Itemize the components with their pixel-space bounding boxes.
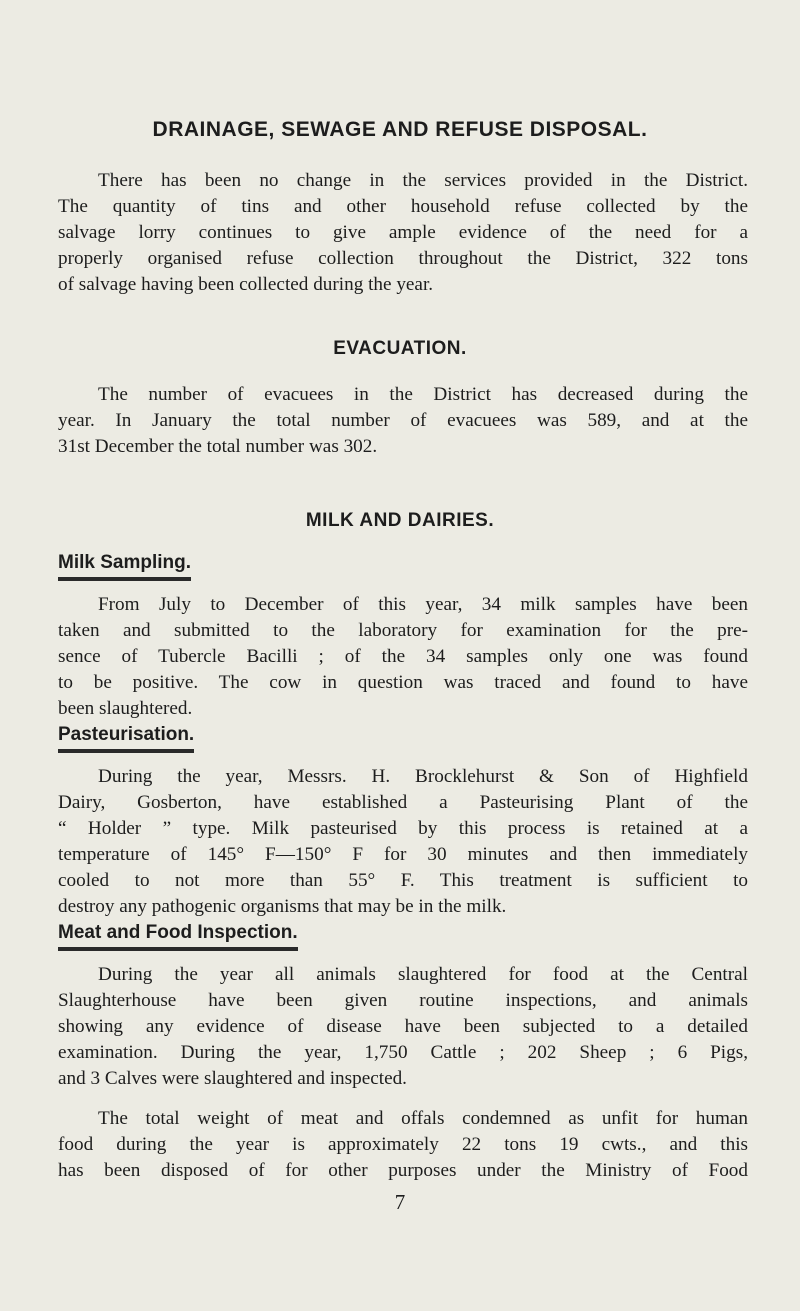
meat-food-inspection-subheading: Meat and Food Inspection. bbox=[58, 922, 298, 951]
milk-sampling-paragraph bbox=[58, 592, 748, 722]
text-line: properly organised refuse collection throughout the District, 322 tons bbox=[58, 248, 748, 269]
text-line: During the year, Messrs. H. Brocklehurst & Son of Highfield bbox=[98, 766, 748, 787]
text-line: The quantity of tins and other household refuse collected by the bbox=[58, 196, 748, 217]
text-line: destroy any pathogenic organisms that may be in the milk. bbox=[58, 896, 507, 917]
text-line: temperature of 145° F—150° F for 30 minutes and then immediately bbox=[58, 844, 748, 865]
text-line: has been disposed of for other purposes under the Ministry of Food bbox=[58, 1160, 748, 1181]
text-line: and 3 Calves were slaughtered and inspected. bbox=[58, 1068, 407, 1089]
text-line: 31st December the total number was 302. bbox=[58, 436, 378, 457]
evacuation-paragraph bbox=[58, 382, 748, 460]
milk-dairies-heading: MILK AND DAIRIES. bbox=[305, 510, 495, 531]
text-line: sence of Tubercle Bacilli ; of the 34 samples only one was found bbox=[58, 646, 748, 667]
pasteurisation-paragraph bbox=[58, 764, 748, 920]
text-line: cooled to not more than 55° F. This treatment is sufficient to bbox=[58, 870, 748, 891]
page-number: 7 bbox=[394, 1190, 406, 1214]
evacuation-heading: EVACUATION. bbox=[333, 338, 467, 359]
text-line: salvage lorry continues to give ample evidence of the need for a bbox=[58, 222, 748, 243]
text-line: examination. During the year, 1,750 Cattle ; 202 Sheep ; 6 Pigs, bbox=[58, 1042, 748, 1063]
text-line: The total weight of meat and offals condemned as unfit for human bbox=[98, 1108, 748, 1129]
text-line: been slaughtered. bbox=[58, 698, 193, 719]
pasteurisation-subheading: Pasteurisation. bbox=[58, 724, 194, 753]
text-line: food during the year is approximately 22 tons 19 cwts., and this bbox=[58, 1134, 748, 1155]
meat-inspection-paragraph bbox=[58, 962, 748, 1092]
text-line: There has been no change in the services provided in the District. bbox=[98, 170, 748, 191]
text-line: The number of evacuees in the District has decreased during the bbox=[98, 384, 748, 405]
milk-sampling-subheading: Milk Sampling. bbox=[58, 552, 191, 581]
text-line: taken and submitted to the laboratory for examination for the pre- bbox=[58, 620, 748, 641]
text-line: Dairy, Gosberton, have established a Pasteurising Plant of the bbox=[58, 792, 748, 813]
text-line: to be positive. The cow in question was traced and found to have bbox=[58, 672, 748, 693]
text-line: Slaughterhouse have been given routine inspections, and animals bbox=[58, 990, 748, 1011]
condemned-meat-paragraph bbox=[58, 1106, 748, 1184]
text-line: During the year all animals slaughtered for food at the Central bbox=[98, 964, 748, 985]
text-line: showing any evidence of disease have been subjected to a detailed bbox=[58, 1016, 748, 1037]
text-line: From July to December of this year, 34 milk samples have been bbox=[98, 594, 748, 615]
text-line: of salvage having been collected during the year. bbox=[58, 274, 434, 295]
drainage-heading: DRAINAGE, SEWAGE AND REFUSE DISPOSAL. bbox=[152, 118, 648, 141]
text-line: “ Holder ” type. Milk pasteurised by this process is retained at a bbox=[58, 818, 748, 839]
drainage-paragraph bbox=[58, 168, 748, 298]
text-line: year. In January the total number of evacuees was 589, and at the bbox=[58, 410, 748, 431]
